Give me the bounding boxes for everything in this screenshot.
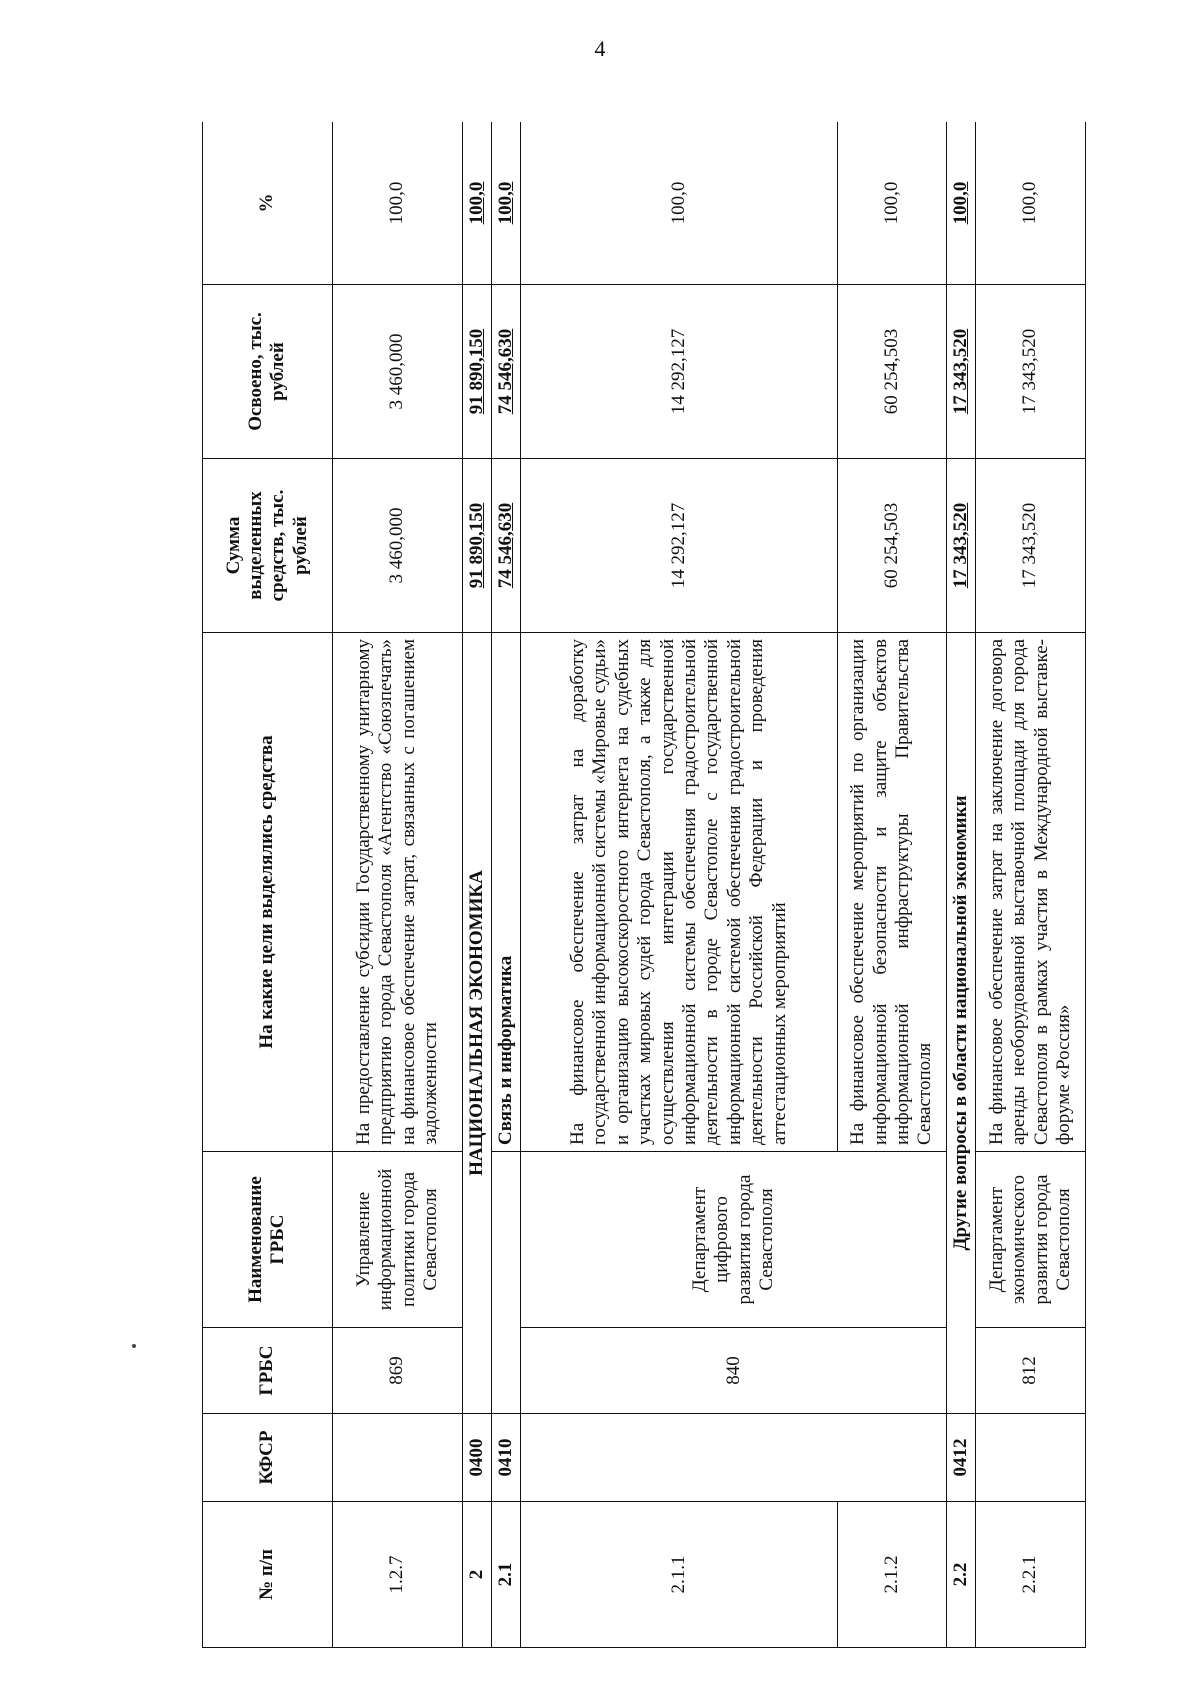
section-title: Другие вопросы в области национальной экономики [947,633,976,1414]
row-spent: 60 254,503 [837,285,947,459]
table-row [332,122,463,1648]
row-allocated: 17 343,520 [976,459,1086,633]
row-num: 2.2.1 [976,1502,1086,1648]
header-grbs-name: Наименование ГРБС [203,1152,333,1328]
header-allocated: Сумма выделенных средств, тыс. рублей [203,459,333,633]
header-spent: Освоено, тыс. рублей [203,285,333,459]
section-num: 2.1 [492,1502,521,1648]
row-percent: 100,0 [521,122,837,285]
row-grbs: 812 [976,1328,1086,1414]
rotated-table-frame [202,122,1086,1648]
budget-table [202,122,1086,1648]
section-spent: 91 890,150 [463,285,492,459]
row-num: 1.2.7 [332,1502,463,1648]
page-number: 4 [594,36,606,61]
table-rotator [202,122,1086,1648]
row-percent: 100,0 [332,122,463,285]
section-percent: 100,0 [463,122,492,285]
header-grbs: ГРБС [203,1328,333,1414]
header-row [203,122,333,1648]
header-num: № п/п [203,1502,333,1648]
section-title: НАЦИОНАЛЬНАЯ ЭКОНОМИКА [463,633,492,1414]
row-percent: 100,0 [976,122,1086,285]
row-purpose: На предоставление субсидии Государственному унитарному предприятию города Севастополя «Агентство «Союзпечать» на финансовое обеспечение затрат, связанных с погашением задолженности [332,633,463,1152]
row-spent: 17 343,520 [976,285,1086,459]
row-kfsr [976,1414,1086,1502]
row-grbs-name: Департамент цифрового развития города Севастополя [521,1152,947,1328]
row-spent: 14 292,127 [521,285,837,459]
table-row [976,122,1086,1648]
section-title: Связь и информатика [492,633,521,1152]
section-num: 2.2 [947,1502,976,1648]
section-percent: 100,0 [947,122,976,285]
row-grbs-name: Департамент экономического развития города Севастополя [976,1152,1086,1328]
row-spent: 3 460,000 [332,285,463,459]
row-kfsr [521,1414,947,1502]
header-purpose: На какие цели выделялись средства [203,633,333,1152]
section-allocated: 17 343,520 [947,459,976,633]
row-allocated: 14 292,127 [521,459,837,633]
row-num: 2.1.2 [837,1502,947,1648]
row-num: 2.1.1 [521,1502,837,1648]
header-kfsr: КФСР [203,1414,333,1502]
row-allocated: 60 254,503 [837,459,947,633]
section-row [492,122,521,1648]
row-grbs: 840 [521,1328,947,1414]
section-spent: 74 546,630 [492,285,521,459]
row-allocated: 3 460,000 [332,459,463,633]
row-purpose: На финансовое обеспечение затрат на заключение договора аренды необорудованной выставочной площади для города Севастополя в рамках участия в Международной выставке-форуме «Россия» [976,633,1086,1152]
row-kfsr [332,1414,463,1502]
row-purpose: На финансовое обеспечение мероприятий по организации информационной безопасности и защите объектов информационной инфраструктуры Правительства Севастополя [837,633,947,1152]
section-kfsr: 0400 [463,1414,492,1502]
row-grbs-name: Управление информационной политики города Севастополя [332,1152,463,1328]
section-allocated: 74 546,630 [492,459,521,633]
row-percent: 100,0 [837,122,947,285]
table-row [521,122,837,1648]
section-kfsr: 0412 [947,1414,976,1502]
section-spent: 17 343,520 [947,285,976,459]
section-allocated: 91 890,150 [463,459,492,633]
row-grbs: 869 [332,1328,463,1414]
row-purpose: На финансовое обеспечение затрат на доработку государственной информационной системы «Мировые судьи» и организацию высокоскоростного интернета на судебных участках мировых судей города Севастополя, а также для осуществления интеграции государственной информационной системы обеспечения градостроительной деятельности в городе Севастополе с государственной информационной системой обеспечения градостроительной деятельности Российской Федерации и проведения аттестационных мероприятий [521,633,837,1152]
section-row [947,122,976,1648]
section-num: 2 [463,1502,492,1648]
section-row [463,122,492,1648]
section-kfsr: 0410 [492,1414,521,1502]
scan-speck [132,1344,136,1348]
header-percent: % [203,122,333,285]
section-percent: 100,0 [492,122,521,285]
